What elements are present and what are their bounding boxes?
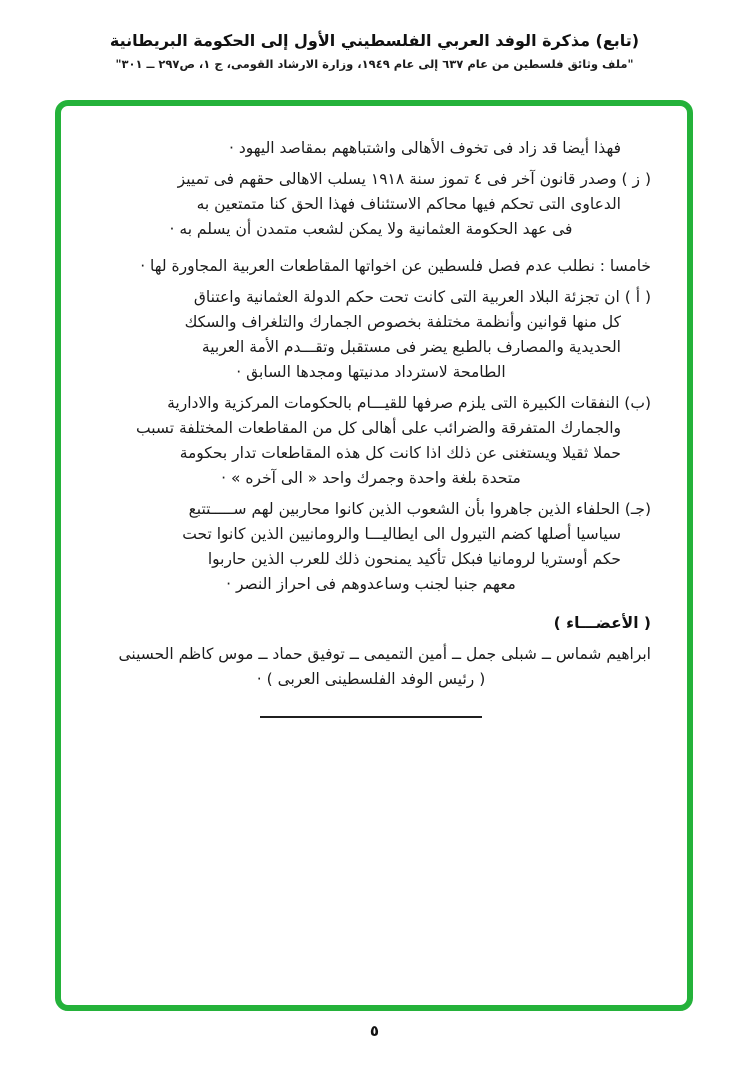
members-list: [91, 642, 651, 692]
paragraph-item-j: [91, 497, 651, 597]
paragraph-item-b: [91, 391, 651, 491]
text-line: ( أ ) ان تجزئة البلاد العربية التى كانت تحت حكم الدولة العثمانية واعتناق: [193, 288, 651, 306]
source-citation: "ملف وثائق فلسطين من عام ٦٣٧ إلى عام ١٩٤٩، وزارة الارشاد القومى، ج ١، ص٢٩٧ ــ ٣٠١": [115, 57, 634, 71]
text-line: (ب) النفقات الكبيرة التى يلزم صرفها للقيـــام بالحكومات المركزية والادارية: [167, 394, 651, 412]
paragraph-item-a: [91, 285, 651, 385]
text-line: سياسيا أصلها كضم التيرول الى ايطاليـــا والرومانيين الذين كانوا تحت: [182, 525, 621, 543]
text-line: والجمارك المتفرقة والضرائب على أهالى كل من المقاطعات المختلفة تسبب: [136, 419, 621, 437]
text-line: متحدة بلغة واحدة وجمرك واحد « الى آخره » ·: [221, 469, 521, 487]
members-heading: ( الأعضـــاء ): [553, 614, 651, 632]
text-line: معهم جنبا لجنب وساعدوهم فى احراز النصر ·: [226, 575, 516, 593]
paragraph-fifth-demand: [91, 254, 651, 279]
text-line: ( رئيس الوفد الفلسطينى العربى ) ·: [256, 670, 486, 688]
text-line: الحديدية والمصارف بالطبع يضر فى مستقبل وتقـــدم الأمة العربية: [201, 338, 621, 356]
paragraph-item-z: [91, 167, 651, 242]
divider-line: [260, 716, 482, 718]
text-line: ابراهيم شماس ــ شبلى جمل ــ أمين التميمى ــ توفيق حماد ــ موس كاظم الحسينى: [118, 645, 651, 663]
page-number: ٥: [369, 1022, 380, 1040]
paragraph: [91, 136, 651, 161]
text-line: الدعاوى التى تحكم فيها محاكم الاستئناف فهذا الحق كنا متمتعين به: [196, 195, 621, 213]
text-line: الطامحة لاسترداد مدنيتها ومجدها السابق ·: [236, 363, 506, 381]
document-header: [0, 30, 749, 72]
text-line: (جـ) الحلفاء الذين جاهروا بأن الشعوب الذين كانوا محاربين لهم ســـــتتبع: [188, 500, 651, 518]
text-line: كل منها قوانين وأنظمة مختلفة بخصوص الجمارك والتلغراف والسكك: [184, 313, 621, 331]
text-line: فى عهد الحكومة العثمانية ولا يمكن لشعب متمدن أن يسلم به ·: [169, 220, 573, 238]
text-line: خامسا : نطلب عدم فصل فلسطين عن اخواتها المقاطعات العربية المجاورة لها ·: [140, 257, 651, 275]
text-line: حملا ثقيلا ويستغنى عن ذلك اذا كانت كل هذه المقاطعات تدار بحكومة: [179, 444, 621, 462]
text-line: فهذا أيضا قد زاد فى تخوف الأهالى واشتباههم بمقاصد اليهود ·: [228, 139, 621, 157]
text-line: حكم أوستريا لرومانيا فبكل تأكيد يمنحون ذلك للعرب الذين حاربوا: [207, 550, 621, 568]
page-title: (تابع) مذكرة الوفد العربي الفلسطيني الأول إلى الحكومة البريطانية: [109, 31, 640, 50]
document-frame: [55, 100, 693, 1011]
text-line: ( ز ) وصدر قانون آخر فى ٤ تموز سنة ١٩١٨ يسلب الاهالى حقهم فى تمييز: [177, 170, 651, 188]
